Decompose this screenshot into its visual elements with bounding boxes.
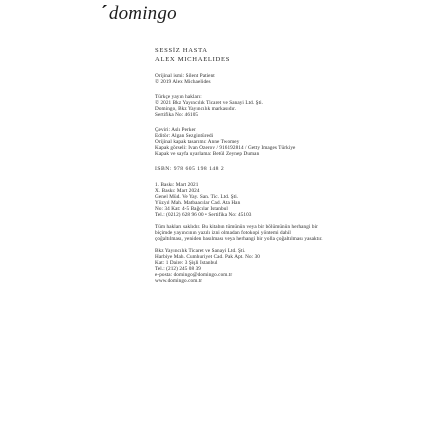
imprint-phone: Tel.: (0212) 628 96 00 • Sertifika No: 45103 (155, 212, 252, 218)
rights-certificate: Sertifika No: 46105 (155, 112, 199, 118)
publisher-website: www.domingo.com.tr (155, 278, 203, 284)
logo-text: domingo (108, 3, 177, 24)
publisher-address-2: Kat: 1 Daire: 3 Şişli İstanbul (155, 260, 218, 266)
imprint-printer: Genel Müd. Ve Yay. San. Tic. Ltd. Şti. (155, 194, 239, 200)
rights-holder: © 2021 Bkz Yayıncılık Ticaret ve Sanayi Ltd. Şti. (155, 100, 264, 106)
rights-brand: Domingo, Bkz Yayıncılık markasıdır. (155, 106, 237, 112)
imprint-first-edition: 1. Baskı: Mart 2021 (155, 182, 199, 188)
credit-layout: Kapak ve sayfa uyarlama: Betül Zeynep Duman (155, 151, 260, 157)
copyright-page (155, 46, 445, 284)
isbn: ISBN: 978 605 198 148 2 (155, 166, 225, 172)
book-author: ALEX MICHAELIDES (155, 56, 231, 63)
legal-notice-3: çoğaltılması, yeniden basılması veya herhangi bir yolla çoğaltılması yasaktır. (155, 236, 323, 242)
imprint-address-1: Yüzyıl Mah. Matbaacılar Cad. Ata Han (155, 200, 241, 206)
original-copyright: © 2019 Alex Michaelides (155, 79, 211, 85)
publisher-phone: Tel.: (212) 245 08 39 (155, 266, 201, 272)
publisher-address-1: Harbiye Mah. Cumhuriyet Cad. Pak Apt. No: 30 (155, 254, 260, 260)
credit-editor: Editör: Algan Sezgintüredi (155, 133, 214, 139)
book-title: SESSİZ HASTA (155, 47, 208, 54)
publisher-logo (101, 2, 177, 25)
credit-translator: Çeviri: Aslı Perker (155, 127, 196, 133)
imprint-address-2: No: 34 Kat: 4-5 Bağcılar İstanbul (155, 206, 228, 212)
publisher-name: Bkz Yayıncılık Ticaret ve Sanayi Ltd. Şti. (155, 248, 246, 254)
legal-notice-2: biçimde yayıncının yazılı izni olmadan fotokopi yöntemi dahil (155, 230, 291, 236)
imprint-current-edition: X. Baskı: Mart 2024 (155, 188, 200, 194)
logo-mark: ´ (101, 2, 108, 24)
credit-cover-image: Kapak görseli: Ivan Ozerov / 916192814 / Getty Images Türkiye (155, 145, 296, 151)
rights-heading: Türkçe yayın hakları: (155, 94, 202, 100)
legal-notice-1: Tüm hakları saklıdır. Bu kitabın tümünün veya bir bölümünün herhangi bir (155, 224, 318, 230)
original-title: Orijinal ismi: Silent Patient (155, 73, 215, 79)
credit-cover-design: Orijinal kapak tasarımı: Anne Twomey (155, 139, 240, 145)
publisher-email: e-posta: domingo@domingo.com.tr (155, 272, 233, 278)
